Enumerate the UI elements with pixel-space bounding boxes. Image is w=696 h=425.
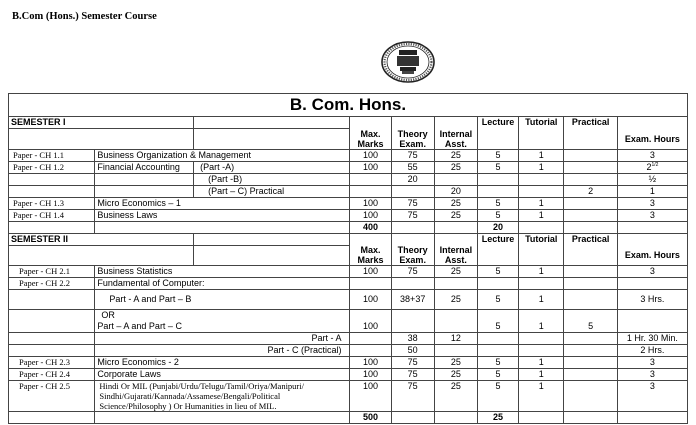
semester-header-row: [9, 117, 688, 129]
semester-label: SEMESTER I: [9, 117, 194, 129]
total-row: [9, 221, 688, 233]
table-row: Paper - CH 1.2 Financial Accounting (Part -A) 100 55 25 5 1 $2^{1/2}$: [9, 161, 688, 173]
header-internal: Internal Asst.: [434, 129, 477, 150]
table-title: B. Com. Hons.: [9, 94, 688, 117]
document-title: B.Com (Hons.) Semester Course: [12, 11, 157, 22]
col-header-lecture: Lecture: [477, 233, 518, 245]
table-row: Paper - CH 2.2 Fundamental of Computer:: [9, 278, 688, 290]
table-row: Part - A 38 12 1 Hr. 30 Min.: [9, 333, 688, 345]
col-header-theory: [391, 117, 434, 129]
table-row: Paper - CH 1.4 Business Laws 100 75 25 5 1 3: [9, 209, 688, 221]
col-header-exam: [617, 117, 687, 129]
table-row: (Part -B) 20 ½: [9, 173, 688, 185]
col-header-tutorial: Tutorial: [519, 233, 564, 245]
table-row: Paper - CH 2.3 Micro Economics - 2 100 75 25 5 1 3: [9, 357, 688, 369]
semester-header-row: [9, 233, 688, 245]
col-header-tutorial: Tutorial: [519, 117, 564, 129]
header-exam: Exam. Hours: [617, 129, 687, 150]
header-exam: Exam. Hours: [617, 245, 687, 266]
table-title-row: [9, 94, 688, 117]
semester-label: SEMESTER II: [9, 233, 194, 245]
total-max: 400: [350, 221, 391, 233]
table-row: Part - C (Practical) 50 2 Hrs.: [9, 345, 688, 357]
table-row: Paper - CH 1.1 Business Organization & Management 100 75 25 5 1 3: [9, 149, 688, 161]
col-header-practical: Practical: [564, 117, 617, 129]
header-internal: Internal Asst.: [434, 245, 477, 266]
total-max: 500: [350, 412, 391, 424]
total-lecture: 25: [477, 412, 518, 424]
semester-header-row-2: [9, 129, 688, 150]
col-header-internal: [434, 117, 477, 129]
course-table: [8, 93, 688, 424]
university-seal-icon: [380, 40, 436, 84]
table-row: Paper - CH 2.1 Business Statistics 100 75 25 5 1 3: [9, 266, 688, 278]
header-theory: Theory Exam.: [391, 245, 434, 266]
col-header-max: [350, 117, 391, 129]
header-max: Max. Marks: [350, 129, 391, 150]
table-row: Paper - CH 2.4 Corporate Laws 100 75 25 5 1 3: [9, 369, 688, 381]
table-row: Part - A and Part – B 100 38+37 25 5 1 3 Hrs.: [9, 290, 688, 310]
total-lecture: 20: [477, 221, 518, 233]
table-row: Paper - CH 1.3 Micro Economics – 1 100 75 25 5 1 3: [9, 197, 688, 209]
col-header-lecture: Lecture: [477, 117, 518, 129]
semester-header-row-2: [9, 245, 688, 266]
header-max: Max. Marks: [350, 245, 391, 266]
total-row: [9, 412, 688, 424]
header-theory: Theory Exam.: [391, 129, 434, 150]
col-header-practical: Practical: [564, 233, 617, 245]
table-row: Paper - CH 2.5 Hindi Or MIL (Punjabi/Urdu/Telugu/Tamil/Oriya/Manipuri/ Sindhi/Gujarati/Kannada/Assamese/Bengali/Political Science/Philosophy ) Or Humanities in lieu of MIL. 100 75 25 5 1 3: [9, 381, 688, 412]
table-row: OR Part – A and Part – C 100 5 1 5: [9, 310, 688, 333]
table-row: (Part – C) Practical 20 2 1: [9, 185, 688, 197]
